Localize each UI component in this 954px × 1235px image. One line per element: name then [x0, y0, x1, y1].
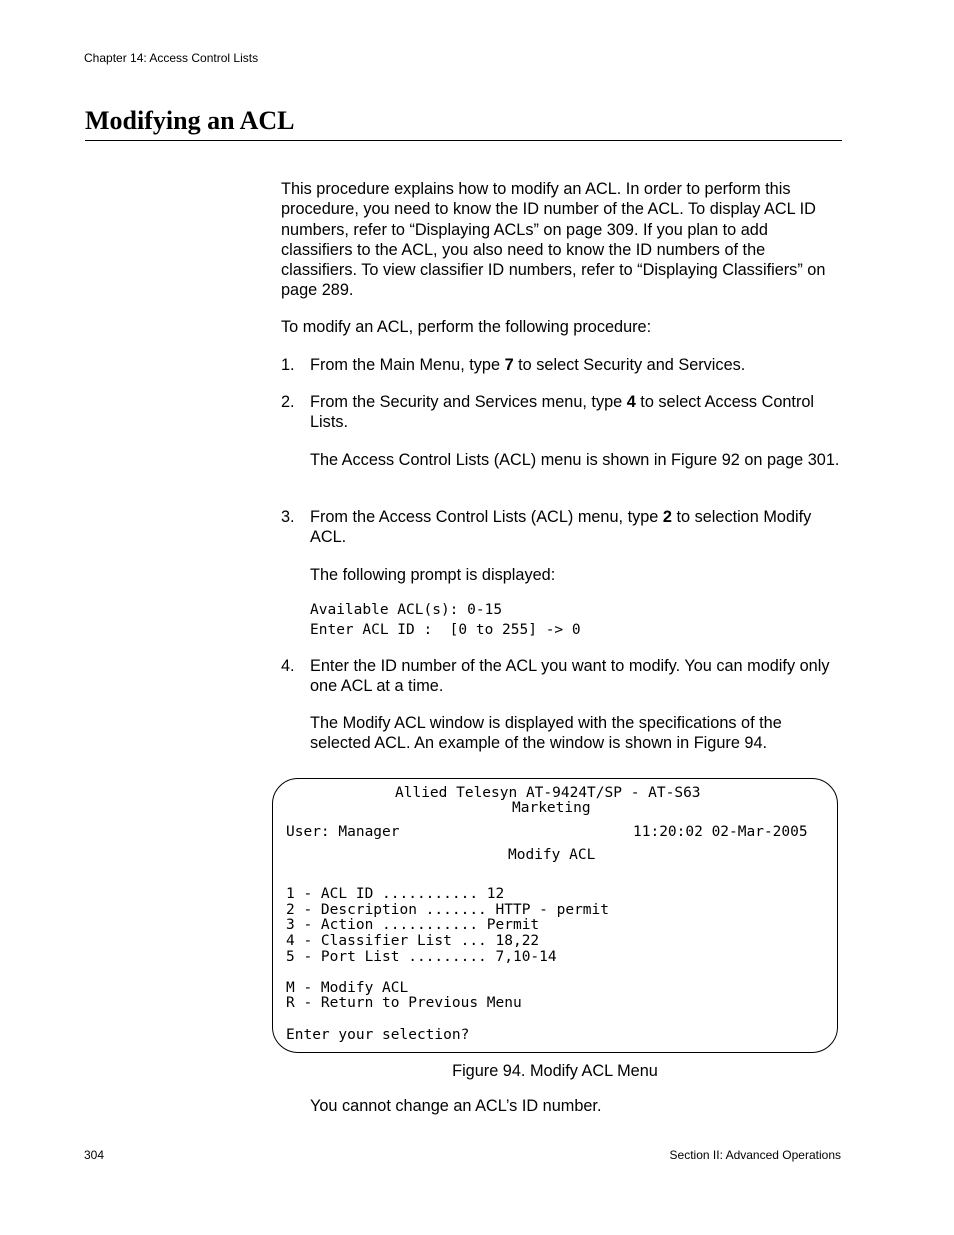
terminal-datetime: 11:20:02 02-Mar-2005	[633, 824, 808, 840]
section-title: Modifying an ACL	[85, 106, 295, 135]
terminal-option: 5 - Port List ......... 7,10-14	[286, 949, 557, 965]
intro-paragraph: This procedure explains how to modify an ACL. In order to perform this procedure, you need to know the ID number of the ACL. To display ACL ID numbers, refer to “Displaying ACLs” on page 309. If you plan to add classifiers to the ACL, you also need to know the ID numbers of the classifiers. To view classifier ID numbers, refer to “Displaying Classifiers” on page 289.	[281, 180, 826, 300]
footer-section: Section II: Advanced Operations	[669, 1148, 841, 1162]
terminal-user: User: Manager	[286, 824, 400, 840]
step-number: 4.	[281, 657, 295, 675]
terminal-menu-title: Modify ACL	[508, 847, 596, 863]
terminal-prompt: Enter your selection?	[286, 1027, 470, 1043]
terminal-option: 2 - Description ....... HTTP - permit	[286, 902, 610, 918]
step-text: From the Security and Services menu, type 4 to select Access Control Lists.	[310, 393, 815, 432]
page-number: 304	[84, 1148, 105, 1162]
step-number: 1.	[281, 356, 295, 374]
step-text: From the Access Control Lists (ACL) menu, type 2 to selection Modify ACL.	[310, 508, 812, 547]
terminal-option: 1 - ACL ID ........... 12	[286, 886, 505, 902]
figure-caption: Figure 94. Modify ACL Menu	[452, 1062, 658, 1080]
closing-note: You cannot change an ACL’s ID number.	[310, 1097, 602, 1115]
terminal-option: 3 - Action ........... Permit	[286, 917, 540, 933]
title-rule	[85, 140, 842, 141]
step-4-note: The Modify ACL window is displayed with the specifications of the selected ACL. An example of the window is shown in Figure 94.	[310, 714, 782, 753]
terminal-command: R - Return to Previous Menu	[286, 995, 522, 1011]
step-text: Enter the ID number of the ACL you want to modify. You can modify only one ACL at a time.	[310, 657, 830, 696]
step-number: 2.	[281, 393, 295, 411]
terminal-location-line: Marketing	[512, 800, 591, 816]
terminal-option: 4 - Classifier List ... 18,22	[286, 933, 540, 949]
prompt-line: Enter ACL ID : [0 to 255] -> 0	[310, 622, 581, 638]
acl-prompt	[310, 600, 840, 640]
procedure-lead: To modify an ACL, perform the following procedure:	[281, 318, 652, 336]
terminal-product-line: Allied Telesyn AT-9424T/SP - AT-S63	[395, 785, 701, 801]
terminal-command: M - Modify ACL	[286, 980, 409, 996]
running-head: Chapter 14: Access Control Lists	[84, 51, 259, 65]
step-2-note: The Access Control Lists (ACL) menu is shown in Figure 92 on page 301.	[310, 451, 840, 469]
terminal-screen	[272, 778, 838, 1053]
step-number: 3.	[281, 508, 295, 526]
step-text: From the Main Menu, type 7 to select Security and Services.	[310, 356, 746, 374]
prompt-line: Available ACL(s): 0-15	[310, 602, 503, 618]
step-3-note: The following prompt is displayed:	[310, 566, 556, 584]
